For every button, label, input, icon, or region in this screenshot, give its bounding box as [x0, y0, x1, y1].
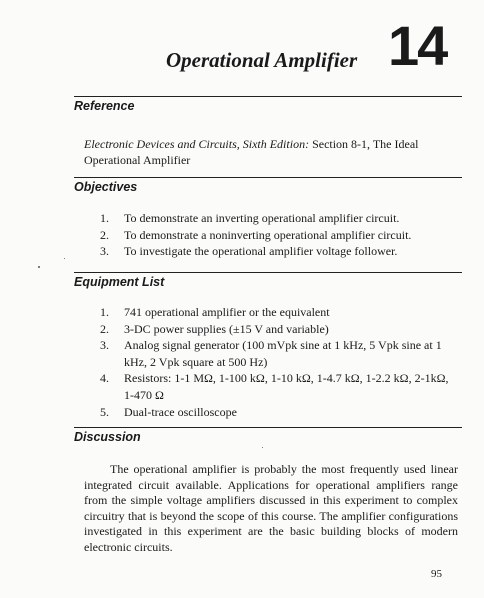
- scan-speck: [64, 258, 65, 259]
- list-text: Dual-trace oscilloscope: [124, 404, 237, 419]
- section-rule: [74, 96, 462, 97]
- list-text: 741 operational amplifier or the equivalent: [124, 305, 330, 319]
- list-text: Analog signal generator (100 mVpk sine at 1 kHz, 5 Vpk sine at 1 kHz, 2 Vpk square at 500 Hz): [124, 338, 442, 369]
- equipment-item: [100, 337, 452, 370]
- objective-item: [100, 227, 460, 244]
- equipment-heading: Equipment List: [74, 275, 165, 289]
- chapter-number: 14: [388, 14, 447, 77]
- list-text: To demonstrate a noninverting operational amplifier circuit.: [124, 227, 412, 242]
- list-number: 3.: [100, 244, 109, 259]
- list-number: 4.: [100, 371, 109, 386]
- scan-speck: [38, 266, 40, 268]
- list-number: 3.: [100, 338, 109, 353]
- discussion-paragraph: The operational amplifier is probably the most frequently used linear integrated circuit available. Applications for operational amplifiers range from the simple voltage amplifiers discussed in this experiment to complex circuitry that is beyond the scope of this course. The amplifier configurations investigated in this experiment are the basic building blocks of modern electronic circuits.: [84, 462, 458, 554]
- equipment-item: [100, 304, 452, 321]
- reference-text: [84, 136, 464, 168]
- list-number: 2.: [100, 321, 109, 336]
- reference-heading: Reference: [74, 99, 135, 113]
- list-number: 1.: [100, 211, 109, 225]
- list-text: To demonstrate an inverting operational amplifier circuit.: [124, 211, 400, 225]
- list-number: 5.: [100, 404, 109, 419]
- reference-source: Electronic Devices and Circuits, Sixth Edition:: [84, 137, 310, 151]
- equipment-item: [100, 321, 452, 338]
- equipment-item: [100, 370, 452, 403]
- list-text: To investigate the operational amplifier voltage follower.: [124, 244, 398, 259]
- list-number: 1.: [100, 305, 109, 319]
- section-rule: [74, 177, 462, 178]
- section-rule: [74, 427, 462, 428]
- objective-item: [100, 243, 460, 260]
- section-rule: [74, 272, 462, 273]
- list-text: 3-DC power supplies (±15 V and variable): [124, 321, 329, 336]
- equipment-list: [100, 304, 452, 420]
- scan-speck: [262, 447, 263, 448]
- objectives-heading: Objectives: [74, 180, 138, 194]
- equipment-item: [100, 404, 452, 421]
- objectives-list: [100, 210, 460, 260]
- list-text: Resistors: 1-1 MΩ, 1-100 kΩ, 1-10 kΩ, 1-4.7 kΩ, 1-2.2 kΩ, 2-1kΩ, 1-470 Ω: [124, 371, 449, 402]
- list-number: 2.: [100, 227, 109, 242]
- page-number: 95: [431, 568, 442, 580]
- objective-item: [100, 210, 460, 227]
- reference-section: Section 8-1, The Ideal Operational Amplifier: [84, 137, 419, 167]
- chapter-title: Operational Amplifier: [166, 48, 358, 72]
- discussion-heading: Discussion: [74, 430, 141, 444]
